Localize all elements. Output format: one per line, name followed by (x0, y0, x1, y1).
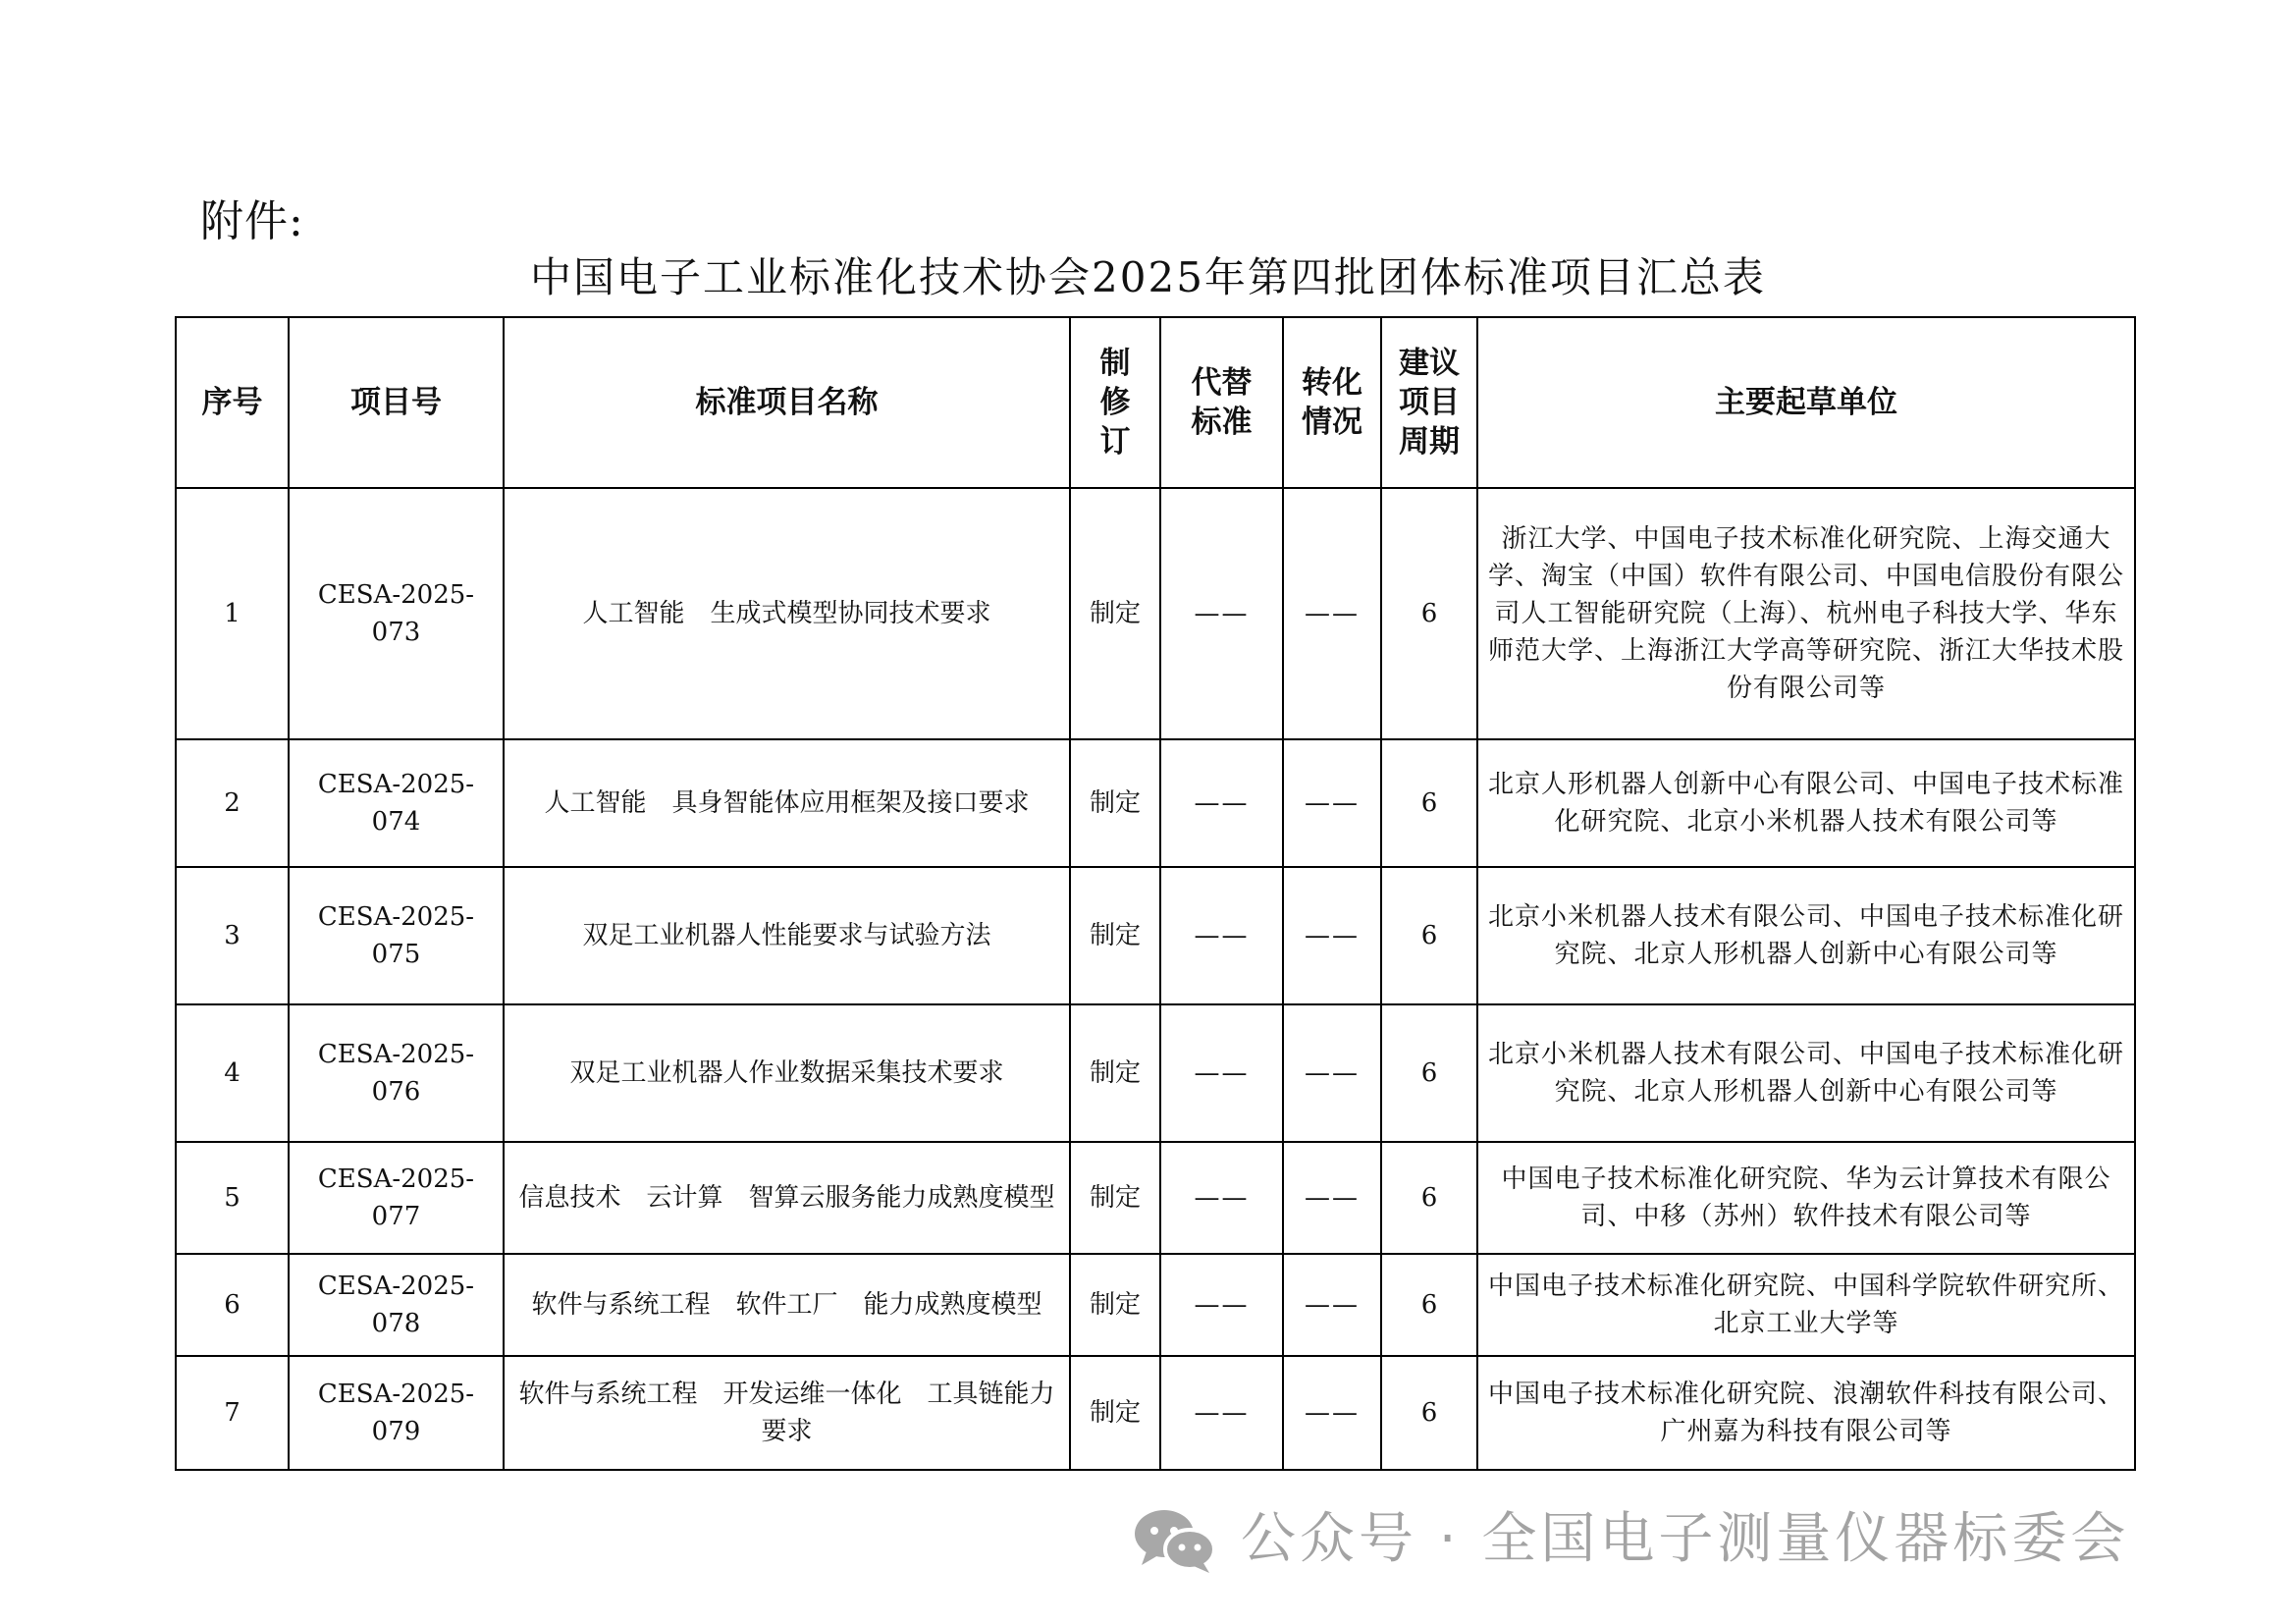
row-type: 制定 (1070, 1004, 1160, 1142)
row-type: 制定 (1070, 1356, 1160, 1470)
row-units: 北京小米机器人技术有限公司、中国电子技术标准化研究院、北京人形机器人创新中心有限公司等 (1477, 867, 2135, 1004)
header-type-line3: 订 (1099, 424, 1131, 460)
row-name: 人工智能 具身智能体应用框架及接口要求 (504, 739, 1070, 867)
row-cycle: 6 (1381, 739, 1477, 867)
table-row (176, 1254, 2135, 1356)
row-units: 中国电子技术标准化研究院、浪潮软件科技有限公司、广州嘉为科技有限公司等 (1477, 1356, 2135, 1470)
watermark-text: 公众号 · 全国电子测量仪器标委会 (1241, 1507, 2130, 1571)
row-cycle: 6 (1381, 1142, 1477, 1254)
row-units: 浙江大学、中国电子技术标准化研究院、上海交通大学、淘宝（中国）软件有限公司、中国电信股份有限公司人工智能研究院（上海）、杭州电子科技大学、华东师范大学、上海浙江大学高等研究院、浙江大华技术股份有限公司等 (1477, 488, 2135, 739)
row-code: CESA-2025-073 (289, 488, 504, 739)
row-code: CESA-2025-078 (289, 1254, 504, 1356)
row-convert: —— (1283, 1254, 1381, 1356)
row-replace: —— (1160, 1142, 1283, 1254)
row-replace: —— (1160, 739, 1283, 867)
row-num: 5 (176, 1142, 289, 1254)
header-convert-line2: 情况 (1302, 405, 1362, 440)
row-type: 制定 (1070, 739, 1160, 867)
table-row (176, 739, 2135, 867)
header-replace (1160, 317, 1283, 488)
header-name: 标准项目名称 (504, 317, 1070, 488)
table-header-row (176, 317, 2135, 488)
header-units: 主要起草单位 (1477, 317, 2135, 488)
row-num: 7 (176, 1356, 289, 1470)
row-cycle: 6 (1381, 488, 1477, 739)
table-row (176, 488, 2135, 739)
row-type: 制定 (1070, 1142, 1160, 1254)
row-convert: —— (1283, 1142, 1381, 1254)
header-convert-line1: 转化 (1302, 365, 1362, 401)
table-row (176, 1142, 2135, 1254)
row-replace: —— (1160, 867, 1283, 1004)
header-cycle-line3: 周期 (1399, 424, 1460, 460)
row-code: CESA-2025-076 (289, 1004, 504, 1142)
row-name: 双足工业机器人作业数据采集技术要求 (504, 1004, 1070, 1142)
header-type-line1: 制 (1099, 346, 1131, 381)
row-name: 双足工业机器人性能要求与试验方法 (504, 867, 1070, 1004)
row-type: 制定 (1070, 488, 1160, 739)
row-cycle: 6 (1381, 1254, 1477, 1356)
row-num: 3 (176, 867, 289, 1004)
row-num: 1 (176, 488, 289, 739)
row-name: 信息技术 云计算 智算云服务能力成熟度模型 (504, 1142, 1070, 1254)
row-convert: —— (1283, 1004, 1381, 1142)
row-convert: —— (1283, 739, 1381, 867)
row-replace: —— (1160, 488, 1283, 739)
row-replace: —— (1160, 1004, 1283, 1142)
header-replace-line1: 代替 (1191, 365, 1253, 401)
table-row (176, 1356, 2135, 1470)
header-cycle-line2: 项目 (1399, 385, 1460, 420)
header-cycle (1381, 317, 1477, 488)
standards-summary-table (175, 316, 2136, 1471)
wechat-icon (1129, 1504, 1219, 1575)
header-num: 序号 (176, 317, 289, 488)
row-cycle: 6 (1381, 867, 1477, 1004)
row-name: 软件与系统工程 软件工厂 能力成熟度模型 (504, 1254, 1070, 1356)
header-cycle-line1: 建议 (1399, 346, 1460, 381)
row-num: 4 (176, 1004, 289, 1142)
row-convert: —— (1283, 488, 1381, 739)
header-replace-line2: 标准 (1191, 405, 1253, 440)
row-num: 2 (176, 739, 289, 867)
attachment-label: 附件: (200, 196, 304, 246)
row-units: 中国电子技术标准化研究院、华为云计算技术有限公司、中移（苏州）软件技术有限公司等 (1477, 1142, 2135, 1254)
row-code: CESA-2025-074 (289, 739, 504, 867)
document-title: 中国电子工业标准化技术协会2025年第四批团体标准项目汇总表 (530, 253, 1766, 301)
table-row (176, 1004, 2135, 1142)
row-convert: —— (1283, 1356, 1381, 1470)
row-code: CESA-2025-077 (289, 1142, 504, 1254)
row-type: 制定 (1070, 1254, 1160, 1356)
header-type (1070, 317, 1160, 488)
table-row (176, 867, 2135, 1004)
row-code: CESA-2025-075 (289, 867, 504, 1004)
row-name: 人工智能 生成式模型协同技术要求 (504, 488, 1070, 739)
row-cycle: 6 (1381, 1356, 1477, 1470)
header-type-line2: 修 (1099, 385, 1131, 420)
row-convert: —— (1283, 867, 1381, 1004)
row-cycle: 6 (1381, 1004, 1477, 1142)
row-units: 北京小米机器人技术有限公司、中国电子技术标准化研究院、北京人形机器人创新中心有限公司等 (1477, 1004, 2135, 1142)
row-type: 制定 (1070, 867, 1160, 1004)
row-replace: —— (1160, 1356, 1283, 1470)
watermark (1129, 1504, 2129, 1575)
header-convert (1283, 317, 1381, 488)
row-units: 北京人形机器人创新中心有限公司、中国电子技术标准化研究院、北京小米机器人技术有限公司等 (1477, 739, 2135, 867)
row-replace: —— (1160, 1254, 1283, 1356)
row-code: CESA-2025-079 (289, 1356, 504, 1470)
header-code: 项目号 (289, 317, 504, 488)
row-name: 软件与系统工程 开发运维一体化 工具链能力要求 (504, 1356, 1070, 1470)
row-num: 6 (176, 1254, 289, 1356)
row-units: 中国电子技术标准化研究院、中国科学院软件研究所、北京工业大学等 (1477, 1254, 2135, 1356)
